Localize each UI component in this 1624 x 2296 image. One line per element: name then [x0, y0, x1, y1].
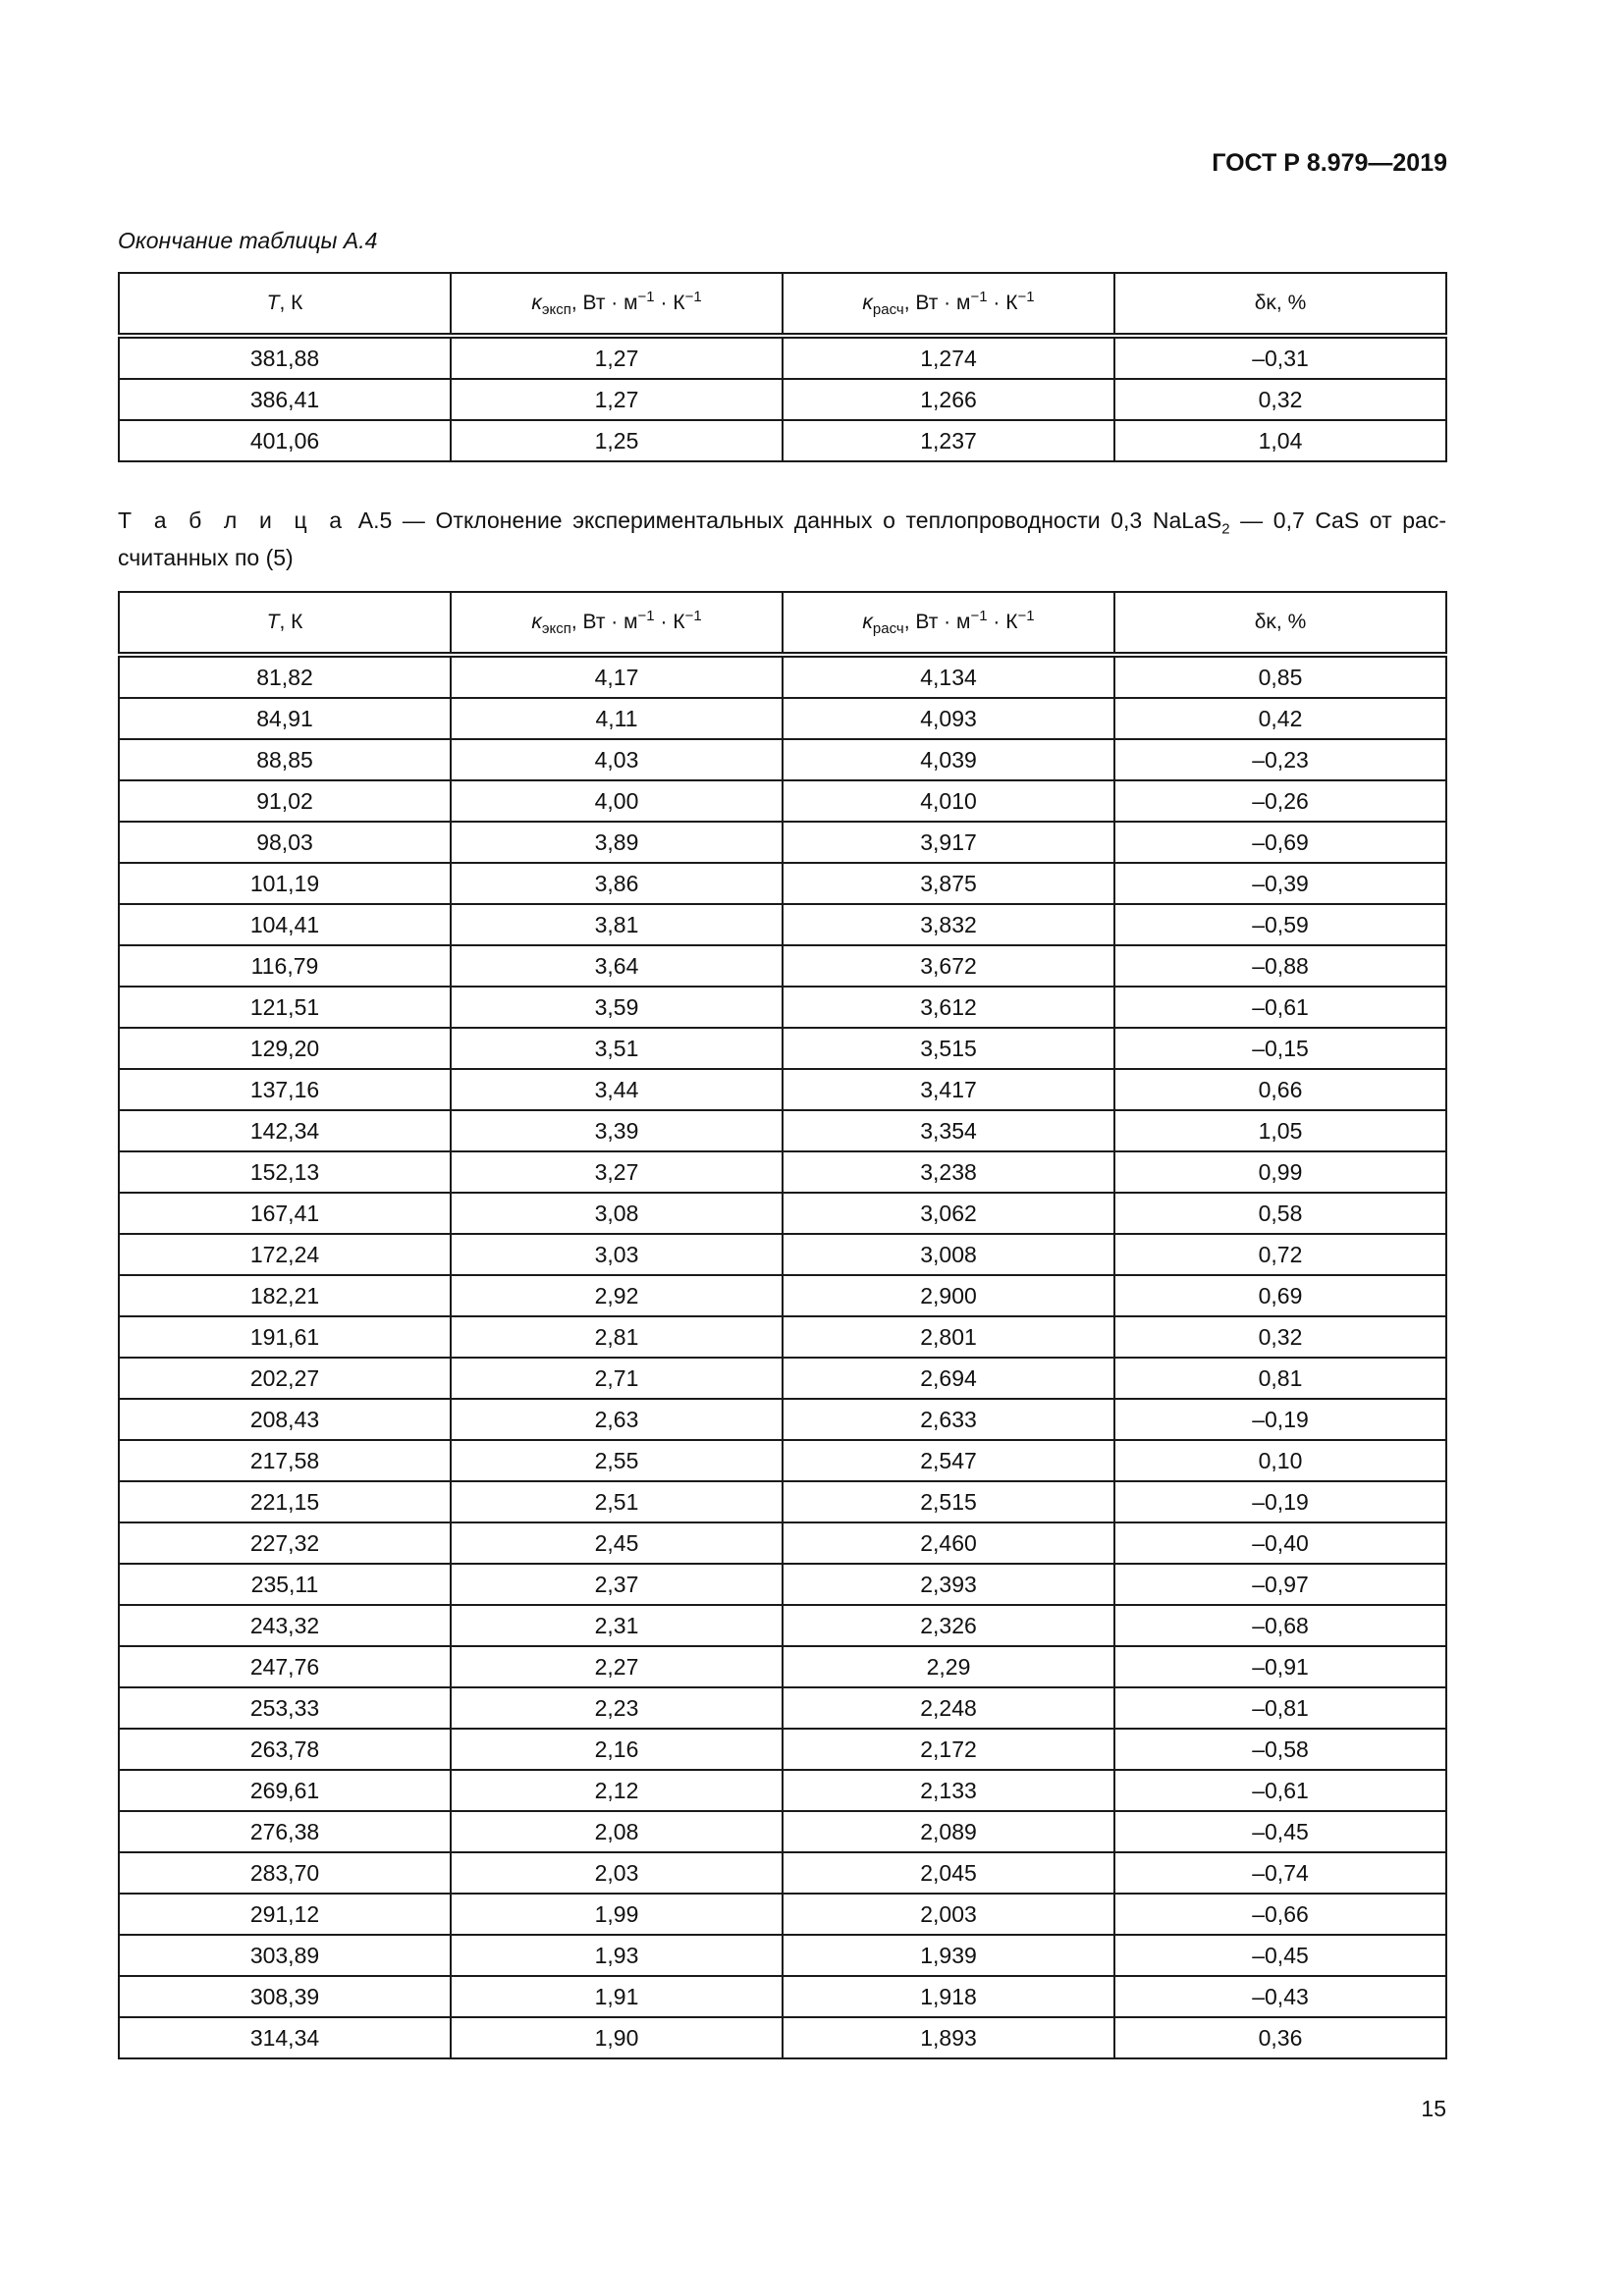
- cell-kappa-calc: 1,893: [783, 2017, 1114, 2058]
- cell-deviation: –0,43: [1114, 1976, 1446, 2017]
- cell-kappa-exp: 2,16: [451, 1729, 783, 1770]
- table-row: [119, 1151, 1446, 1193]
- cell-deviation: 0,81: [1114, 1358, 1446, 1399]
- table-row: [119, 1894, 1446, 1935]
- cell-temperature: 235,11: [119, 1564, 451, 1605]
- cell-kappa-exp: 3,51: [451, 1028, 783, 1069]
- table-header-row: [119, 592, 1446, 655]
- table-row: [119, 1935, 1446, 1976]
- unit-exponent: −1: [1017, 607, 1035, 624]
- cell-kappa-exp: 3,44: [451, 1069, 783, 1110]
- kappa-exp-subscript: эксп: [541, 301, 571, 319]
- cell-temperature: 202,27: [119, 1358, 451, 1399]
- cell-temperature: 263,78: [119, 1729, 451, 1770]
- unit-text: · К: [654, 610, 685, 633]
- table-a4: [118, 272, 1447, 462]
- unit-exponent: −1: [684, 288, 702, 305]
- cell-kappa-calc: 2,045: [783, 1852, 1114, 1894]
- kappa-symbol: κ: [862, 291, 873, 314]
- cell-deviation: 0,99: [1114, 1151, 1446, 1193]
- cell-kappa-exp: 1,27: [451, 336, 783, 379]
- cell-temperature: 137,16: [119, 1069, 451, 1110]
- table-row: [119, 1729, 1446, 1770]
- cell-kappa-exp: 3,59: [451, 987, 783, 1028]
- cell-deviation: 0,32: [1114, 1316, 1446, 1358]
- table-row: [119, 1687, 1446, 1729]
- table-row: [119, 379, 1446, 420]
- cell-deviation: –0,45: [1114, 1935, 1446, 1976]
- cell-temperature: 381,88: [119, 336, 451, 379]
- cell-kappa-exp: 3,89: [451, 822, 783, 863]
- caption-subscript: 2: [1221, 520, 1230, 538]
- unit-exponent: −1: [684, 607, 702, 624]
- cell-kappa-calc: 3,917: [783, 822, 1114, 863]
- cell-deviation: 0,69: [1114, 1275, 1446, 1316]
- cell-deviation: –0,91: [1114, 1646, 1446, 1687]
- cell-kappa-calc: 2,900: [783, 1275, 1114, 1316]
- cell-kappa-exp: 3,39: [451, 1110, 783, 1151]
- cell-temperature: 269,61: [119, 1770, 451, 1811]
- cell-kappa-exp: 3,03: [451, 1234, 783, 1275]
- cell-deviation: 0,85: [1114, 655, 1446, 698]
- cell-kappa-calc: 2,172: [783, 1729, 1114, 1770]
- table-row: [119, 1852, 1446, 1894]
- cell-kappa-calc: 2,633: [783, 1399, 1114, 1440]
- column-header-kappa-exp: [451, 592, 783, 655]
- table-header-row: [119, 273, 1446, 336]
- column-header-temperature: [119, 592, 451, 655]
- cell-temperature: 308,39: [119, 1976, 451, 2017]
- unit-text: , Вт · м: [570, 610, 638, 633]
- unit-text: · К: [654, 291, 685, 314]
- cell-temperature: 221,15: [119, 1481, 451, 1522]
- table-label: Т а б л и ц а: [118, 507, 349, 533]
- table-row: [119, 1646, 1446, 1687]
- table-row: [119, 1440, 1446, 1481]
- cell-temperature: 142,34: [119, 1110, 451, 1151]
- temperature-unit: , К: [279, 611, 303, 633]
- kappa-symbol: κ: [531, 610, 542, 633]
- cell-kappa-exp: 2,81: [451, 1316, 783, 1358]
- cell-kappa-calc: 2,694: [783, 1358, 1114, 1399]
- cell-temperature: 101,19: [119, 863, 451, 904]
- cell-deviation: 0,66: [1114, 1069, 1446, 1110]
- cell-deviation: –0,15: [1114, 1028, 1446, 1069]
- cell-kappa-calc: 3,238: [783, 1151, 1114, 1193]
- cell-kappa-calc: 4,134: [783, 655, 1114, 698]
- cell-deviation: 0,36: [1114, 2017, 1446, 2058]
- cell-kappa-calc: 2,248: [783, 1687, 1114, 1729]
- caption-text: А.5 — Отклонение экспериментальных данных о теплопроводности 0,3 NaLaS: [348, 507, 1222, 533]
- table-row: [119, 1481, 1446, 1522]
- unit-exponent: −1: [970, 607, 988, 624]
- table-row: [119, 1564, 1446, 1605]
- column-header-deviation: δκ, %: [1114, 592, 1446, 655]
- cell-deviation: –0,19: [1114, 1399, 1446, 1440]
- table-row: [119, 987, 1446, 1028]
- cell-kappa-exp: 3,64: [451, 945, 783, 987]
- cell-deviation: –0,59: [1114, 904, 1446, 945]
- cell-deviation: –0,19: [1114, 1481, 1446, 1522]
- cell-kappa-exp: 2,31: [451, 1605, 783, 1646]
- cell-deviation: 0,10: [1114, 1440, 1446, 1481]
- table-row: [119, 1811, 1446, 1852]
- cell-deviation: –0,58: [1114, 1729, 1446, 1770]
- cell-temperature: 116,79: [119, 945, 451, 987]
- cell-kappa-calc: 2,460: [783, 1522, 1114, 1564]
- kappa-symbol: κ: [862, 610, 873, 633]
- cell-kappa-calc: 3,875: [783, 863, 1114, 904]
- cell-kappa-calc: 2,515: [783, 1481, 1114, 1522]
- cell-deviation: –0,23: [1114, 739, 1446, 780]
- cell-deviation: –0,81: [1114, 1687, 1446, 1729]
- cell-kappa-exp: 1,25: [451, 420, 783, 461]
- unit-text: , Вт · м: [570, 291, 638, 314]
- cell-kappa-exp: 2,37: [451, 1564, 783, 1605]
- kappa-calc-subscript: расч: [872, 620, 904, 638]
- table-row: [119, 698, 1446, 739]
- cell-kappa-calc: 2,547: [783, 1440, 1114, 1481]
- cell-deviation: –0,69: [1114, 822, 1446, 863]
- kappa-symbol: κ: [531, 291, 542, 314]
- cell-temperature: 217,58: [119, 1440, 451, 1481]
- cell-temperature: 191,61: [119, 1316, 451, 1358]
- cell-temperature: 88,85: [119, 739, 451, 780]
- cell-kappa-calc: 1,266: [783, 379, 1114, 420]
- temperature-symbol: T: [266, 292, 280, 314]
- cell-temperature: 291,12: [119, 1894, 451, 1935]
- cell-kappa-calc: 3,672: [783, 945, 1114, 987]
- column-header-temperature: [119, 273, 451, 336]
- cell-kappa-exp: 3,86: [451, 863, 783, 904]
- cell-kappa-exp: 1,90: [451, 2017, 783, 2058]
- cell-kappa-exp: 2,03: [451, 1852, 783, 1894]
- table-row: [119, 1522, 1446, 1564]
- cell-kappa-exp: 1,93: [451, 1935, 783, 1976]
- cell-kappa-exp: 4,17: [451, 655, 783, 698]
- cell-kappa-calc: 3,515: [783, 1028, 1114, 1069]
- cell-kappa-calc: 2,801: [783, 1316, 1114, 1358]
- table-row: [119, 1069, 1446, 1110]
- cell-deviation: 0,58: [1114, 1193, 1446, 1234]
- cell-kappa-calc: 3,612: [783, 987, 1114, 1028]
- cell-deviation: 0,42: [1114, 698, 1446, 739]
- unit-text: , Вт · м: [903, 291, 971, 314]
- cell-deviation: –0,68: [1114, 1605, 1446, 1646]
- table-row: [119, 1976, 1446, 2017]
- cell-temperature: 208,43: [119, 1399, 451, 1440]
- cell-temperature: 386,41: [119, 379, 451, 420]
- cell-temperature: 152,13: [119, 1151, 451, 1193]
- cell-deviation: 1,04: [1114, 420, 1446, 461]
- cell-deviation: –0,26: [1114, 780, 1446, 822]
- cell-deviation: –0,61: [1114, 1770, 1446, 1811]
- table-row: [119, 1110, 1446, 1151]
- cell-kappa-calc: 2,003: [783, 1894, 1114, 1935]
- cell-temperature: 303,89: [119, 1935, 451, 1976]
- page-number: 15: [1421, 2096, 1446, 2121]
- temperature-unit: , К: [279, 292, 303, 314]
- table-a5-body: [119, 655, 1446, 2058]
- cell-kappa-calc: 4,010: [783, 780, 1114, 822]
- cell-kappa-exp: 1,27: [451, 379, 783, 420]
- unit-exponent: −1: [637, 607, 655, 624]
- cell-deviation: –0,66: [1114, 1894, 1446, 1935]
- cell-deviation: 0,32: [1114, 379, 1446, 420]
- cell-deviation: –0,31: [1114, 336, 1446, 379]
- table-a5: [118, 591, 1447, 2059]
- cell-kappa-calc: 2,393: [783, 1564, 1114, 1605]
- cell-kappa-calc: 1,918: [783, 1976, 1114, 2017]
- cell-kappa-exp: 2,45: [451, 1522, 783, 1564]
- unit-text: · К: [987, 291, 1018, 314]
- cell-temperature: 247,76: [119, 1646, 451, 1687]
- cell-temperature: 104,41: [119, 904, 451, 945]
- cell-temperature: 253,33: [119, 1687, 451, 1729]
- cell-temperature: 243,32: [119, 1605, 451, 1646]
- cell-kappa-exp: 2,51: [451, 1481, 783, 1522]
- cell-kappa-exp: 2,92: [451, 1275, 783, 1316]
- cell-kappa-exp: 2,08: [451, 1811, 783, 1852]
- cell-kappa-exp: 2,23: [451, 1687, 783, 1729]
- cell-temperature: 129,20: [119, 1028, 451, 1069]
- unit-exponent: −1: [970, 288, 988, 305]
- cell-temperature: 283,70: [119, 1852, 451, 1894]
- table-row: [119, 739, 1446, 780]
- cell-kappa-exp: 2,71: [451, 1358, 783, 1399]
- table-row: [119, 1234, 1446, 1275]
- cell-kappa-calc: 2,133: [783, 1770, 1114, 1811]
- document-code: ГОСТ Р 8.979—2019: [1212, 149, 1447, 177]
- cell-temperature: 227,32: [119, 1522, 451, 1564]
- kappa-calc-subscript: расч: [872, 301, 904, 319]
- table-row: [119, 780, 1446, 822]
- cell-kappa-exp: 2,63: [451, 1399, 783, 1440]
- cell-kappa-calc: 4,039: [783, 739, 1114, 780]
- cell-deviation: 0,72: [1114, 1234, 1446, 1275]
- cell-deviation: 1,05: [1114, 1110, 1446, 1151]
- cell-kappa-calc: 3,832: [783, 904, 1114, 945]
- table-a5-caption: [118, 507, 1446, 571]
- table-row: [119, 1028, 1446, 1069]
- table-a4-body: [119, 336, 1446, 461]
- table-row: [119, 1605, 1446, 1646]
- cell-kappa-exp: 3,08: [451, 1193, 783, 1234]
- cell-temperature: 84,91: [119, 698, 451, 739]
- column-header-deviation: δκ, %: [1114, 273, 1446, 336]
- cell-kappa-calc: 1,939: [783, 1935, 1114, 1976]
- unit-exponent: −1: [637, 288, 655, 305]
- table-row: [119, 1275, 1446, 1316]
- cell-kappa-calc: 3,354: [783, 1110, 1114, 1151]
- cell-temperature: 81,82: [119, 655, 451, 698]
- cell-temperature: 182,21: [119, 1275, 451, 1316]
- table-row: [119, 336, 1446, 379]
- cell-kappa-exp: 4,11: [451, 698, 783, 739]
- table-row: [119, 822, 1446, 863]
- cell-kappa-exp: 1,99: [451, 1894, 783, 1935]
- temperature-symbol: T: [266, 611, 280, 633]
- table-row: [119, 1316, 1446, 1358]
- cell-kappa-calc: 1,237: [783, 420, 1114, 461]
- cell-deviation: –0,88: [1114, 945, 1446, 987]
- cell-kappa-exp: 2,55: [451, 1440, 783, 1481]
- cell-temperature: 98,03: [119, 822, 451, 863]
- cell-temperature: 167,41: [119, 1193, 451, 1234]
- cell-deviation: –0,40: [1114, 1522, 1446, 1564]
- cell-kappa-exp: 4,00: [451, 780, 783, 822]
- cell-deviation: –0,74: [1114, 1852, 1446, 1894]
- cell-temperature: 276,38: [119, 1811, 451, 1852]
- cell-temperature: 401,06: [119, 420, 451, 461]
- column-header-kappa-calc: [783, 273, 1114, 336]
- cell-kappa-calc: 2,326: [783, 1605, 1114, 1646]
- caption-text: — 0,7 CaS от рас-считанных по (5): [118, 507, 1447, 570]
- cell-deviation: –0,45: [1114, 1811, 1446, 1852]
- cell-deviation: –0,61: [1114, 987, 1446, 1028]
- cell-kappa-exp: 3,27: [451, 1151, 783, 1193]
- cell-kappa-exp: 2,12: [451, 1770, 783, 1811]
- table-row: [119, 1399, 1446, 1440]
- column-header-kappa-exp: [451, 273, 783, 336]
- table-row: [119, 655, 1446, 698]
- table-row: [119, 1193, 1446, 1234]
- cell-kappa-exp: 4,03: [451, 739, 783, 780]
- unit-text: , Вт · м: [903, 610, 971, 633]
- table-row: [119, 945, 1446, 987]
- table-row: [119, 1358, 1446, 1399]
- cell-kappa-exp: 2,27: [451, 1646, 783, 1687]
- table-row: [119, 904, 1446, 945]
- cell-temperature: 314,34: [119, 2017, 451, 2058]
- column-header-kappa-calc: [783, 592, 1114, 655]
- cell-kappa-calc: 3,417: [783, 1069, 1114, 1110]
- cell-deviation: –0,97: [1114, 1564, 1446, 1605]
- cell-temperature: 91,02: [119, 780, 451, 822]
- cell-temperature: 121,51: [119, 987, 451, 1028]
- cell-kappa-calc: 3,062: [783, 1193, 1114, 1234]
- cell-kappa-exp: 1,91: [451, 1976, 783, 2017]
- cell-deviation: –0,39: [1114, 863, 1446, 904]
- table-row: [119, 1770, 1446, 1811]
- table-row: [119, 2017, 1446, 2058]
- cell-kappa-calc: 2,29: [783, 1646, 1114, 1687]
- cell-kappa-calc: 3,008: [783, 1234, 1114, 1275]
- cell-kappa-exp: 3,81: [451, 904, 783, 945]
- kappa-exp-subscript: эксп: [541, 620, 571, 638]
- unit-exponent: −1: [1017, 288, 1035, 305]
- table-row: [119, 420, 1446, 461]
- unit-text: · К: [987, 610, 1018, 633]
- cell-kappa-calc: 2,089: [783, 1811, 1114, 1852]
- table-row: [119, 863, 1446, 904]
- cell-temperature: 172,24: [119, 1234, 451, 1275]
- cell-kappa-calc: 4,093: [783, 698, 1114, 739]
- table-a4-continuation-caption: Окончание таблицы А.4: [118, 228, 378, 253]
- cell-kappa-calc: 1,274: [783, 336, 1114, 379]
